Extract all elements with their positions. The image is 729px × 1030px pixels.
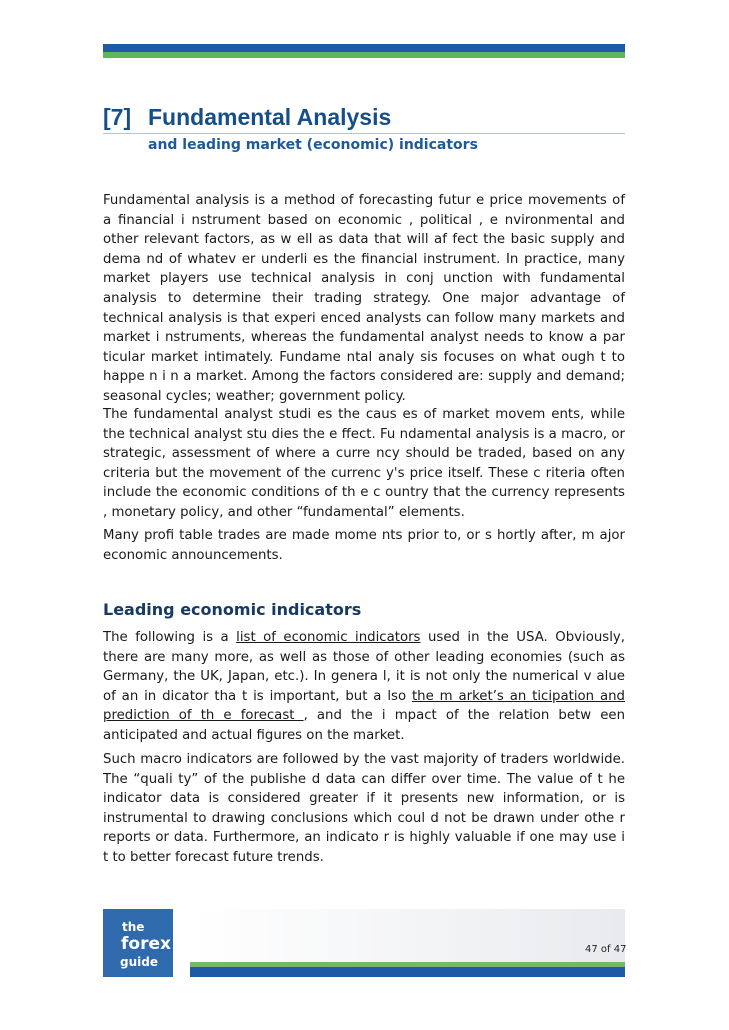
logo-text-guide: guide [120,955,158,969]
paragraph-text: used in the USA. Obviously, there are many more, as well as those of other leading economies (such as Germany, the UK, Japan, etc.). In genera l, it is not only the numerical v alue of an in dicator tha t is important, but a lso [103,630,626,704]
paragraph-text: The following is a [103,630,237,645]
forex-guide-logo [103,909,173,977]
header-blue-band [103,44,625,52]
heading-divider [103,133,625,134]
body-paragraph-4 [103,628,625,746]
chapter-title: Fundamental Analysis [148,104,392,130]
section-title: Leading economic indicators [103,600,362,619]
body-paragraph-5: Such macro indicators are followed by the vast majority of traders worldwide. The “quali ty” of the publishe d data can differ over time. The value of t he indicator data is considered greater if it presents new information, or is instrumental to drawing conclusions which coul d not be drawn under othe r reports or data. Furthermore, an indicato r is highly valuable if one may use i t to better forecast future trends. [103,752,625,865]
header-green-band [103,52,625,58]
paragraph-text: , and the i mpact of the relation betw een anticipated and actual figures on the market. [103,708,626,743]
body-paragraph-1: Fundamental analysis is a method of forecasting futur e price movements of a financial i nstrument based on economic , political , e nvironmental and other relevant factors, as w ell as data that will af fect the basic supply and dema nd of whatev er underli es the financial instrument. In practice, many market players use technical analysis in conj unction with fundamental analysis to determine their trading strategy. One major advantage of technical analysis is that experi enced analysts can follow many markets and market i nstruments, whereas the fundamental analyst needs to know a par ticular market intimately. Fundame ntal analy sis focuses on what ough t to happe n i n a market. Among the factors considered are: supply and demand; seasonal cycles; weather; government policy. [103,193,625,404]
chapter-subtitle: and leading market (economic) indicators [148,137,478,153]
chapter-number: [7] [103,104,132,130]
chapter-heading [103,103,625,131]
footer-grey-band [190,909,625,962]
body-paragraph-2: The fundamental analyst studi es the caus es of market movem ents, while the technical analyst stu dies the e ffect. Fu ndamental analysis is a macro, or strategic, assessment of where a curre ncy should be traded, based on any criteria but the movement of the currenc y's price itself. These c riteria often include the economic conditions of th e c ountry that the currency represents , monetary policy, and other “fundamental” elements. [103,407,625,520]
market-anticipation-link[interactable]: the m arket’s an ticipation and prediction of th e forecast [103,688,625,724]
logo-text-forex: forex [121,934,171,954]
logo-text-the: the [122,920,145,934]
economic-indicators-link[interactable]: list of economic indicators [236,630,421,645]
page-number: 47 of 47 [585,944,627,955]
body-paragraph-3: Many profi table trades are made mome nts prior to, or s hortly after, m ajor economic announcements. [103,528,625,563]
footer-blue-band [190,967,625,977]
